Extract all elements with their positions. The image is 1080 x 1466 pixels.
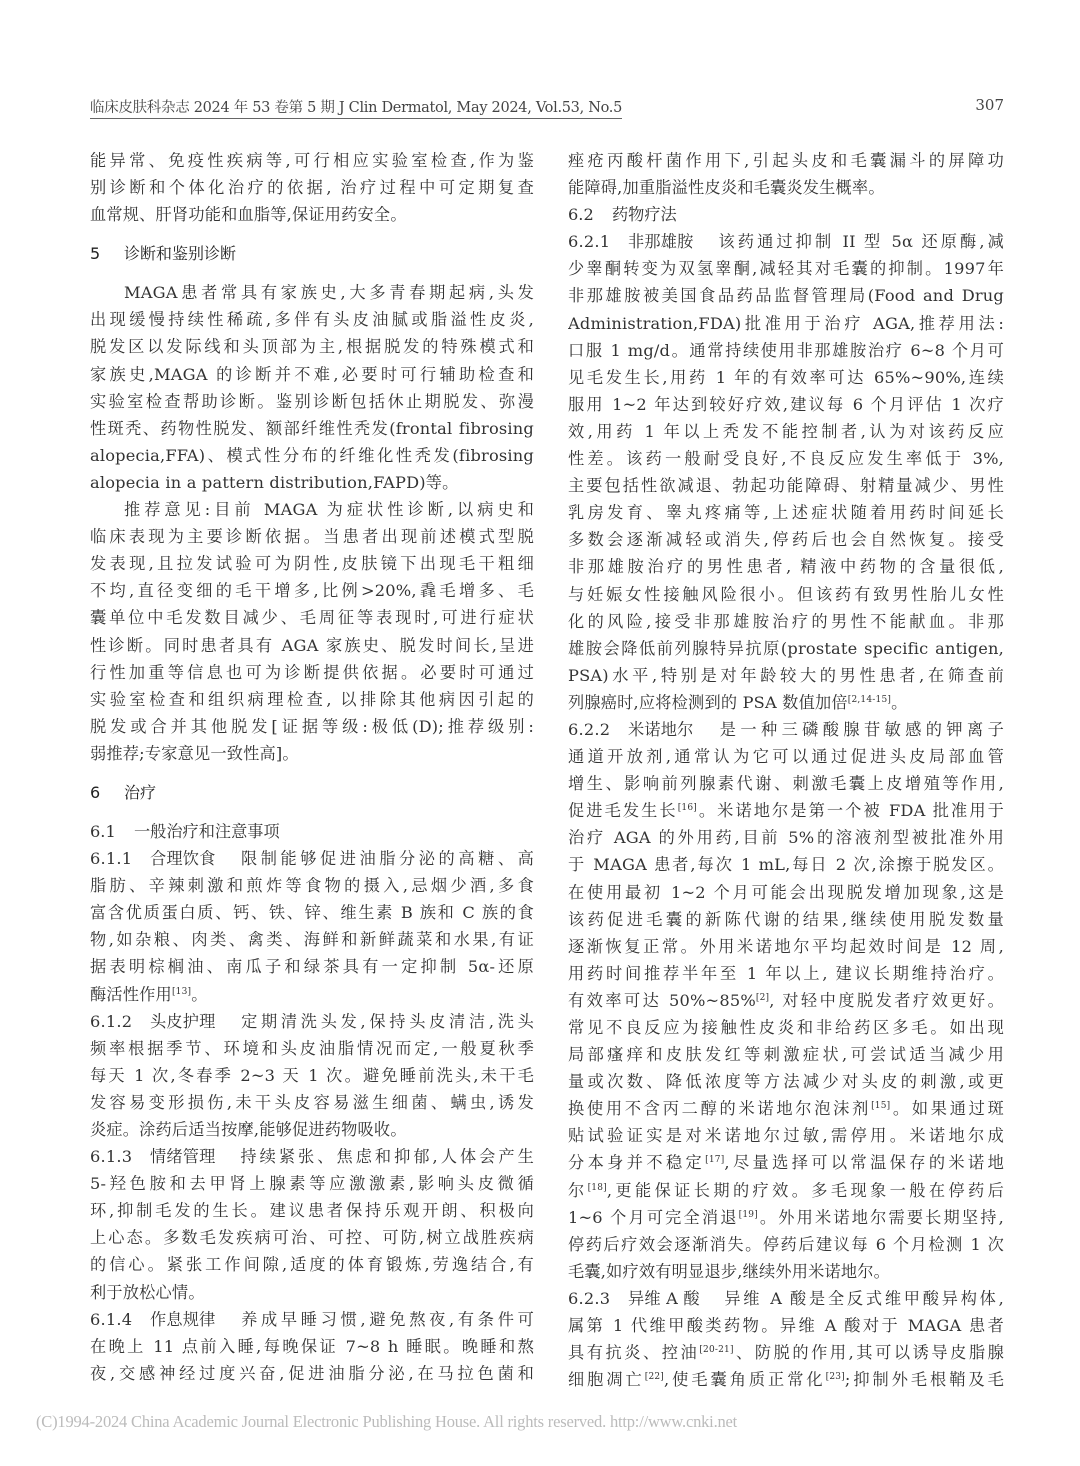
copyright-footer: (C)1994-2024 China Academic Journal Electronic Publishing House. All rights reserved. http://www.cnki.net [36, 1412, 738, 1431]
text-line: 物,如杂粮、肉类、禽类、海鲜和新鲜蔬菜和水果,有证 [90, 930, 534, 950]
paragraph-6-1-1 [90, 845, 534, 1008]
citation-ref[interactable]: [17] [705, 1155, 725, 1166]
text-line: 每天 1 次,冬春季 2~3 天 1 次。避免睡前洗头,未干毛 [90, 1065, 534, 1085]
text-line: 于 MAGA 患者,每次 1 mL,每日 2 次,涂擦于脱发区。 [568, 855, 1004, 875]
text-run: 具有抗炎、控油 [568, 1343, 700, 1363]
subsection-title: 一般治疗和注意事项 [134, 821, 280, 841]
text-line: 通道开放剂,通常认为它可以通过促进头皮局部血管 [568, 747, 1004, 767]
running-header [90, 96, 1004, 120]
citation-ref[interactable]: [19] [738, 1209, 758, 1220]
subsection-number: 6.1 [90, 821, 116, 841]
paragraph-6-1-3 [90, 1143, 534, 1306]
text-run: 异维 A 酸是全反式维甲酸异构体, [721, 1288, 1004, 1308]
text-line: 实验室检查帮助诊断。鉴别诊断包括休止期脱发、弥漫 [90, 391, 534, 411]
text-run: 、防脱的作用,其可以诱导皮脂腺 [733, 1343, 1004, 1363]
text-line: 毛囊,如疗效有明显退步,继续外用米诺地尔。 [568, 1261, 891, 1281]
text-line: 环,抑制毛发的生长。建议患者保持乐观开朗、积极向 [90, 1201, 534, 1221]
text-line: 雄胺会降低前列腺特异抗原(prostate specific antigen, [568, 638, 1004, 658]
text-line: 出现缓慢持续性稀疏,多伴有头皮油腻或脂溢性皮炎, [90, 310, 534, 330]
citation-ref[interactable]: [2,14-15] [847, 694, 892, 705]
subsubsection-title: 头皮护理 [150, 1011, 216, 1031]
text-line: 局部瘙痒和皮肤发红等刺激症状,可尝试适当减少用 [568, 1045, 1004, 1065]
text-line: 炎症。涂药后适当按摩,能够促进药物吸收。 [90, 1120, 407, 1139]
text-line: 临床表现为主要诊断依据。当患者出现前述模式型脱 [90, 527, 534, 547]
paragraph-diagnosis [90, 279, 534, 496]
text-run: 定期清洗头发,保持头皮清洁,洗头 [237, 1011, 534, 1031]
text-line: 非那雄胺被美国食品药品监督管理局(Food and Drug [568, 286, 1004, 306]
text-line: 在使用最初 1~2 个月可能会出现脱发增加现象,这是 [568, 882, 1004, 902]
text-run: 列腺癌时,应将检测到的 PSA 数值加倍 [568, 692, 848, 712]
section-title: 诊断和鉴别诊断 [124, 244, 237, 264]
text-run: 细胞凋亡 [568, 1370, 645, 1390]
section-heading-5 [90, 240, 534, 267]
paragraph-6-2-1 [568, 228, 1004, 716]
text-line: 停药后疗效会逐渐消失。停药后建议每 6 个月检测 1 次 [568, 1234, 1004, 1254]
page-number: 307 [975, 96, 1004, 114]
text-run: 养成早睡习惯,避免熬夜,有条件可 [237, 1309, 534, 1329]
text-line: 家族史,MAGA 的诊断并不难,必要时可行辅助检查和 [90, 364, 534, 384]
text-line: 在晚上 11 点前入睡,每晚保证 7~8 h 睡眠。晚睡和熬 [90, 1336, 534, 1356]
text-line: 治疗 AGA 的外用药,目前 5%的溶液剂型被批准外用 [568, 828, 1004, 848]
citation-ref[interactable]: [13] [171, 986, 192, 997]
text-run: ,使毛囊角质正常化 [664, 1370, 826, 1390]
subsection-heading-6-1 [90, 818, 534, 845]
text-line: 能异常、免疫性疾病等,可行相应实验室检查,作为鉴 [90, 151, 534, 170]
text-line: 量或次数、降低浓度等方法减少对头皮的刺激,或更 [568, 1072, 1004, 1092]
journal-citation: 临床皮肤科杂志 2024 年 53 卷第 5 期 J Clin Dermatol, May 2024, Vol.53, No.5 [90, 96, 622, 119]
text-line: 别诊断和个体化治疗的依据, 治疗过程中可定期复查 [90, 178, 534, 198]
text-line: 利于放松心情。 [90, 1282, 205, 1302]
text-line: 贴试验证实是对米诺地尔过敏,需停用。米诺地尔成 [568, 1126, 1004, 1146]
text-line: 富含优质蛋白质、钙、铁、锌、维生素 B 族和 C 族的食 [90, 903, 534, 923]
subsubsection-title: 异维 A 酸 [628, 1288, 700, 1308]
text-line: alopecia,FFA)、模式性分布的纤维化性秃发(fibrosing [90, 445, 534, 465]
citation-ref[interactable]: [16] [677, 803, 697, 814]
citation-ref[interactable]: [15] [871, 1101, 891, 1112]
text-run: 持续紧张、焦虑和抑郁,人体会产生 [237, 1147, 534, 1167]
text-line: alopecia in a pattern distribution,FAPD)等。 [90, 472, 459, 492]
continued-paragraph [90, 147, 534, 228]
text-line: 脱发区以发际线和头顶部为主,根据脱发的特殊模式和 [90, 337, 534, 357]
text-line: 弱推荐;专家意见一致性高]。 [90, 743, 299, 763]
text-line: 该药促进毛囊的新陈代谢的结果,继续使用脱发数量 [568, 909, 1004, 929]
text-run: 。 [891, 692, 908, 712]
text-line: 上心态。多数毛发疾病可治、可控、可防,树立战胜疾病 [90, 1228, 534, 1248]
continued-paragraph [568, 147, 1004, 201]
subsubsection-title: 米诺地尔 [628, 719, 694, 739]
text-line: 非那雄胺治疗的男性患者, 精液中药物的含量很低, [568, 557, 1004, 577]
text-line: 性诊断。同时患者具有 AGA 家族史、脱发时间长,呈进 [90, 635, 534, 655]
subsubsection-number: 6.2.3 [568, 1288, 611, 1308]
subsubsection-title: 合理饮食 [150, 849, 216, 869]
text-line: 推荐意见:目前 MAGA 为症状性诊断,以病史和 [124, 500, 534, 520]
text-line: 多数会逐渐减轻或消失,停药后也会自然恢复。接受 [568, 530, 1004, 550]
text-line: 脱发或合并其他脱发[证据等级:极低(D);推荐级别: [90, 716, 534, 736]
paragraph-6-2-2 [568, 716, 1004, 1285]
text-line: 服用 1~2 年达到较好疗效,建议每 6 个月评估 1 次疗 [568, 394, 1004, 414]
paragraph-6-1-2 [90, 1008, 534, 1143]
subsection-number: 6.2 [568, 205, 594, 225]
citation-ref[interactable]: [22] [644, 1372, 665, 1383]
text-line: 少睾酮转变为双氢睾酮,减轻其对毛囊的抑制。1997年 [568, 259, 1004, 279]
subsection-title: 药物疗法 [612, 205, 677, 225]
subsubsection-title: 非那雄胺 [628, 232, 694, 252]
text-run: 促进毛发生长 [568, 801, 678, 821]
text-line: MAGA患者常具有家族史,大多青春期起病,头发 [124, 283, 534, 303]
subsubsection-number: 6.1.3 [90, 1147, 133, 1167]
text-run: 分本身并不稳定 [568, 1153, 706, 1173]
text-line: 发表现,且拉发试验可为阴性,皮肤镜下出现毛干粗细 [90, 554, 534, 574]
text-line: 行性加重等信息也可为诊断提供依据。必要时可通过 [90, 662, 534, 682]
paragraph-6-1-4 [90, 1306, 534, 1387]
text-line: 与妊娠女性接触风险很小。但该药有致男性胎儿女性 [568, 584, 1004, 604]
text-line: 性斑秃、药物性脱发、额部纤维性秃发(frontal fibrosing [90, 418, 534, 438]
subsubsection-title: 作息规律 [150, 1309, 216, 1329]
text-run: 有效率可达 50%~85% [568, 990, 756, 1010]
text-run: 该药通过抑制 II 型 5α 还原酶,减 [715, 232, 1004, 252]
text-line: 的信心。紧张工作间隙,适度的体育锻炼,劳逸结合,有 [90, 1255, 534, 1275]
subsubsection-number: 6.1.2 [90, 1011, 133, 1031]
paragraph-recommendation [90, 496, 534, 767]
text-line: 据表明棕榈油、南瓜子和绿茶具有一定抑制 5α-还原 [90, 957, 534, 977]
text-line: 常见不良反应为接触性皮炎和非给药区多毛。如出现 [568, 1018, 1004, 1037]
text-run: ;抑制外毛根鞘及毛 [844, 1370, 1004, 1390]
subsubsection-number: 6.2.2 [568, 719, 611, 739]
section-heading-6 [90, 779, 534, 806]
text-line: 乳房发育、睾丸疼痛等,上述症状随着用药时间延长 [568, 503, 1004, 523]
text-line: 夜,交感神经过度兴奋,促进油脂分泌,在马拉色菌和 [90, 1363, 534, 1383]
text-line: 主要包括性欲减退、勃起功能障碍、射精量减少、男性 [568, 476, 1004, 496]
section-number: 5 [90, 244, 101, 264]
text-line: 口服 1 mg/d。通常持续使用非那雄胺治疗 6~8 个月可 [568, 340, 1004, 360]
citation-ref[interactable]: [20-21] [699, 1345, 734, 1356]
text-run: 换使用不含丙二醇的米诺地尔泡沫剂 [568, 1099, 872, 1119]
text-line: 5-羟色胺和去甲肾上腺素等应激激素,影响头皮微循 [90, 1174, 534, 1194]
text-run: 是一种三磷酸腺苷敏感的钾离子 [715, 719, 1004, 739]
text-run: ,尽量选择可以常温保存的米诺地 [724, 1153, 1004, 1173]
paragraph-6-2-3 [568, 1285, 1004, 1393]
text-line: PSA)水平,特别是对年龄较大的男性患者,在筛查前 [568, 665, 1004, 685]
text-run: ,更能保证长期的疗效。多毛现象一般在停药后 [606, 1180, 1004, 1200]
text-run: 1~6 个月可完全消退 [568, 1207, 739, 1227]
text-line: 属第 1 代维甲酸类药物。异维 A 酸对于 MAGA 患者 [568, 1316, 1004, 1336]
subsubsection-title: 情绪管理 [150, 1147, 216, 1167]
text-run: 。米诺地尔是第一个被 FDA 批准用于 [697, 801, 1004, 821]
text-line: 不均,直径变细的毛干增多,比例>20%,毳毛增多、毛 [90, 581, 534, 601]
text-line: 用药时间推荐半年至 1 年以上, 建议长期维持治疗。 [568, 963, 1004, 983]
text-run: 酶活性作用 [90, 984, 172, 1004]
text-line: 性差。该药一般耐受良好,不良反应发生率低于 3%, [568, 449, 1004, 469]
citation-ref[interactable]: [18] [587, 1182, 607, 1193]
text-line: 脂肪、辛辣刺激和煎炸等食物的摄入,忌烟少酒,多食 [90, 876, 534, 896]
subsubsection-number: 6.2.1 [568, 232, 611, 252]
subsubsection-number: 6.1.1 [90, 849, 133, 869]
text-run: , 对轻中度脱发者疗效更好。 [769, 990, 1004, 1010]
text-run: 。外用米诺地尔需要长期坚持, [757, 1207, 1004, 1227]
text-run: 。如果通过斑 [890, 1099, 1004, 1119]
text-line: 效,用药 1 年以上秃发不能控制者,认为对该药反应 [568, 421, 1004, 441]
text-line: 血常规、肝肾功能和血脂等,保证用药安全。 [90, 205, 407, 225]
section-title: 治疗 [124, 782, 157, 802]
text-run: 尔 [568, 1180, 588, 1200]
text-line: 发容易变形损伤,未干头皮容易滋生细菌、螨虫,诱发 [90, 1092, 534, 1112]
text-line: 囊单位中毛发数目减少、毛周征等表现时,可进行症状 [90, 608, 534, 628]
citation-ref[interactable]: [2] [755, 992, 770, 1003]
right-column [568, 147, 1004, 1393]
citation-ref[interactable]: [23] [825, 1372, 845, 1383]
text-line: 见毛发生长,用药 1 年的有效率可达 65%~90%,连续 [568, 367, 1004, 387]
text-line: Administration,FDA)批准用于治疗 AGA,推荐用法: [568, 313, 1004, 333]
text-run: 限制能够促进油脂分泌的高糖、高 [237, 849, 534, 869]
text-line: 频率根据季节、环境和头皮油脂情况而定,一般夏秋季 [90, 1038, 534, 1058]
section-number: 6 [90, 782, 101, 802]
text-line: 实验室检查和组织病理检查, 以排除其他病因引起的 [90, 689, 534, 709]
left-column [90, 147, 534, 1387]
text-run: 。 [191, 984, 208, 1004]
text-line: 化的风险,接受非那雄胺治疗的男性不能献血。非那 [568, 611, 1004, 631]
text-line: 痤疮丙酸杆菌作用下,引起头皮和毛囊漏斗的屏障功 [568, 151, 1004, 170]
text-line: 逐渐恢复正常。外用米诺地尔平均起效时间是 12 周, [568, 936, 1004, 956]
text-line: 增生、影响前列腺素代谢、刺激毛囊上皮增殖等作用, [568, 774, 1004, 794]
text-line: 能障碍,加重脂溢性皮炎和毛囊炎发生概率。 [568, 178, 885, 198]
subsection-heading-6-2 [568, 201, 1004, 228]
subsubsection-number: 6.1.4 [90, 1309, 133, 1329]
